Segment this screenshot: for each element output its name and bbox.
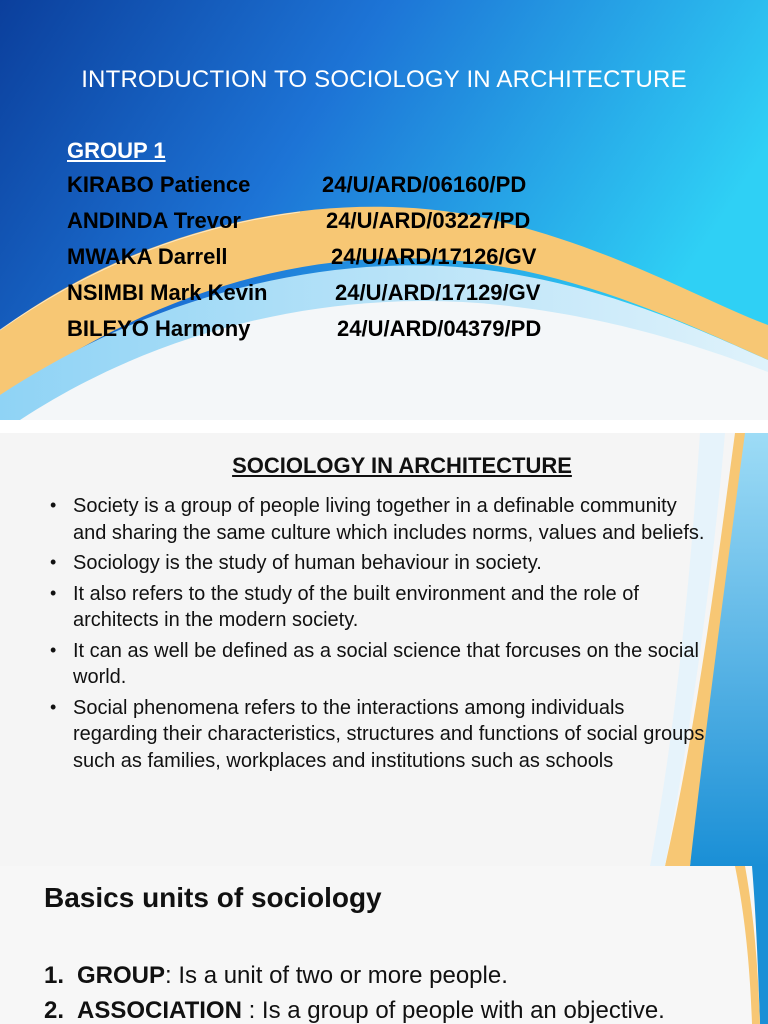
slide-heading: Basics units of sociology	[44, 882, 382, 913]
title-slide	[0, 0, 768, 420]
member-row	[67, 172, 667, 202]
bullet-icon: •	[50, 639, 57, 660]
item-term: ASSOCIATION	[77, 997, 242, 1024]
item-text: : Is a unit of two or more people.	[165, 962, 508, 989]
member-name: KIRABO Patience	[67, 172, 251, 197]
member-row	[67, 280, 667, 310]
bullet-item	[50, 638, 710, 691]
member-row	[67, 316, 667, 346]
numbered-item	[44, 997, 665, 1024]
item-number: 1.	[44, 962, 65, 989]
member-name: BILEYO Harmony	[67, 316, 251, 341]
member-row	[67, 208, 667, 238]
numbered-item	[44, 962, 508, 990]
content-slide	[0, 433, 768, 866]
item-text: : Is a group of people with an objective.	[241, 997, 665, 1024]
bullet-text: Social phenomena refers to the interactions among individuals regarding their characteristics, structures and functions of social groups such as families, workplaces and institutions such as schools	[73, 696, 705, 772]
bullet-icon: •	[50, 495, 57, 515]
bullet-item	[50, 695, 710, 775]
item-number: 2.	[44, 997, 65, 1024]
member-row	[67, 244, 667, 274]
group-label: GROUP 1	[67, 138, 166, 163]
presentation-title: INTRODUCTION TO SOCIOLOGY IN ARCHITECTURE	[81, 66, 687, 93]
member-id: 24/U/ARD/17126/GV	[331, 244, 537, 269]
member-name: NSIMBI Mark Kevin	[67, 280, 268, 305]
bullet-text: It also refers to the study of the built environment and the role of architects in the modern society.	[73, 582, 639, 631]
member-id: 24/U/ARD/06160/PD	[322, 172, 527, 197]
bullet-text: Sociology is the study of human behaviour in society.	[73, 552, 542, 574]
bullet-list	[50, 493, 710, 778]
bullet-icon: •	[50, 552, 57, 572]
member-id: 24/U/ARD/03227/PD	[326, 208, 531, 233]
bullet-text: Society is a group of people living together in a definable community and sharing the same culture which includes norms, values and beliefs.	[73, 495, 705, 544]
member-id: 24/U/ARD/17129/GV	[335, 280, 541, 305]
bullet-icon: •	[50, 582, 57, 603]
member-name: MWAKA Darrell	[67, 244, 228, 269]
bullet-icon: •	[50, 696, 57, 717]
member-name: ANDINDA Trevor	[67, 208, 241, 233]
slide-heading: SOCIOLOGY IN ARCHITECTURE	[232, 453, 572, 478]
item-term: GROUP	[77, 962, 166, 989]
member-id: 24/U/ARD/04379/PD	[337, 316, 542, 341]
units-slide	[0, 866, 768, 1024]
bullet-item	[50, 581, 710, 634]
bullet-text: It can as well be defined as a social science that forcuses on the social world.	[73, 639, 699, 688]
bullet-item	[50, 550, 710, 577]
bullet-item	[50, 493, 710, 546]
